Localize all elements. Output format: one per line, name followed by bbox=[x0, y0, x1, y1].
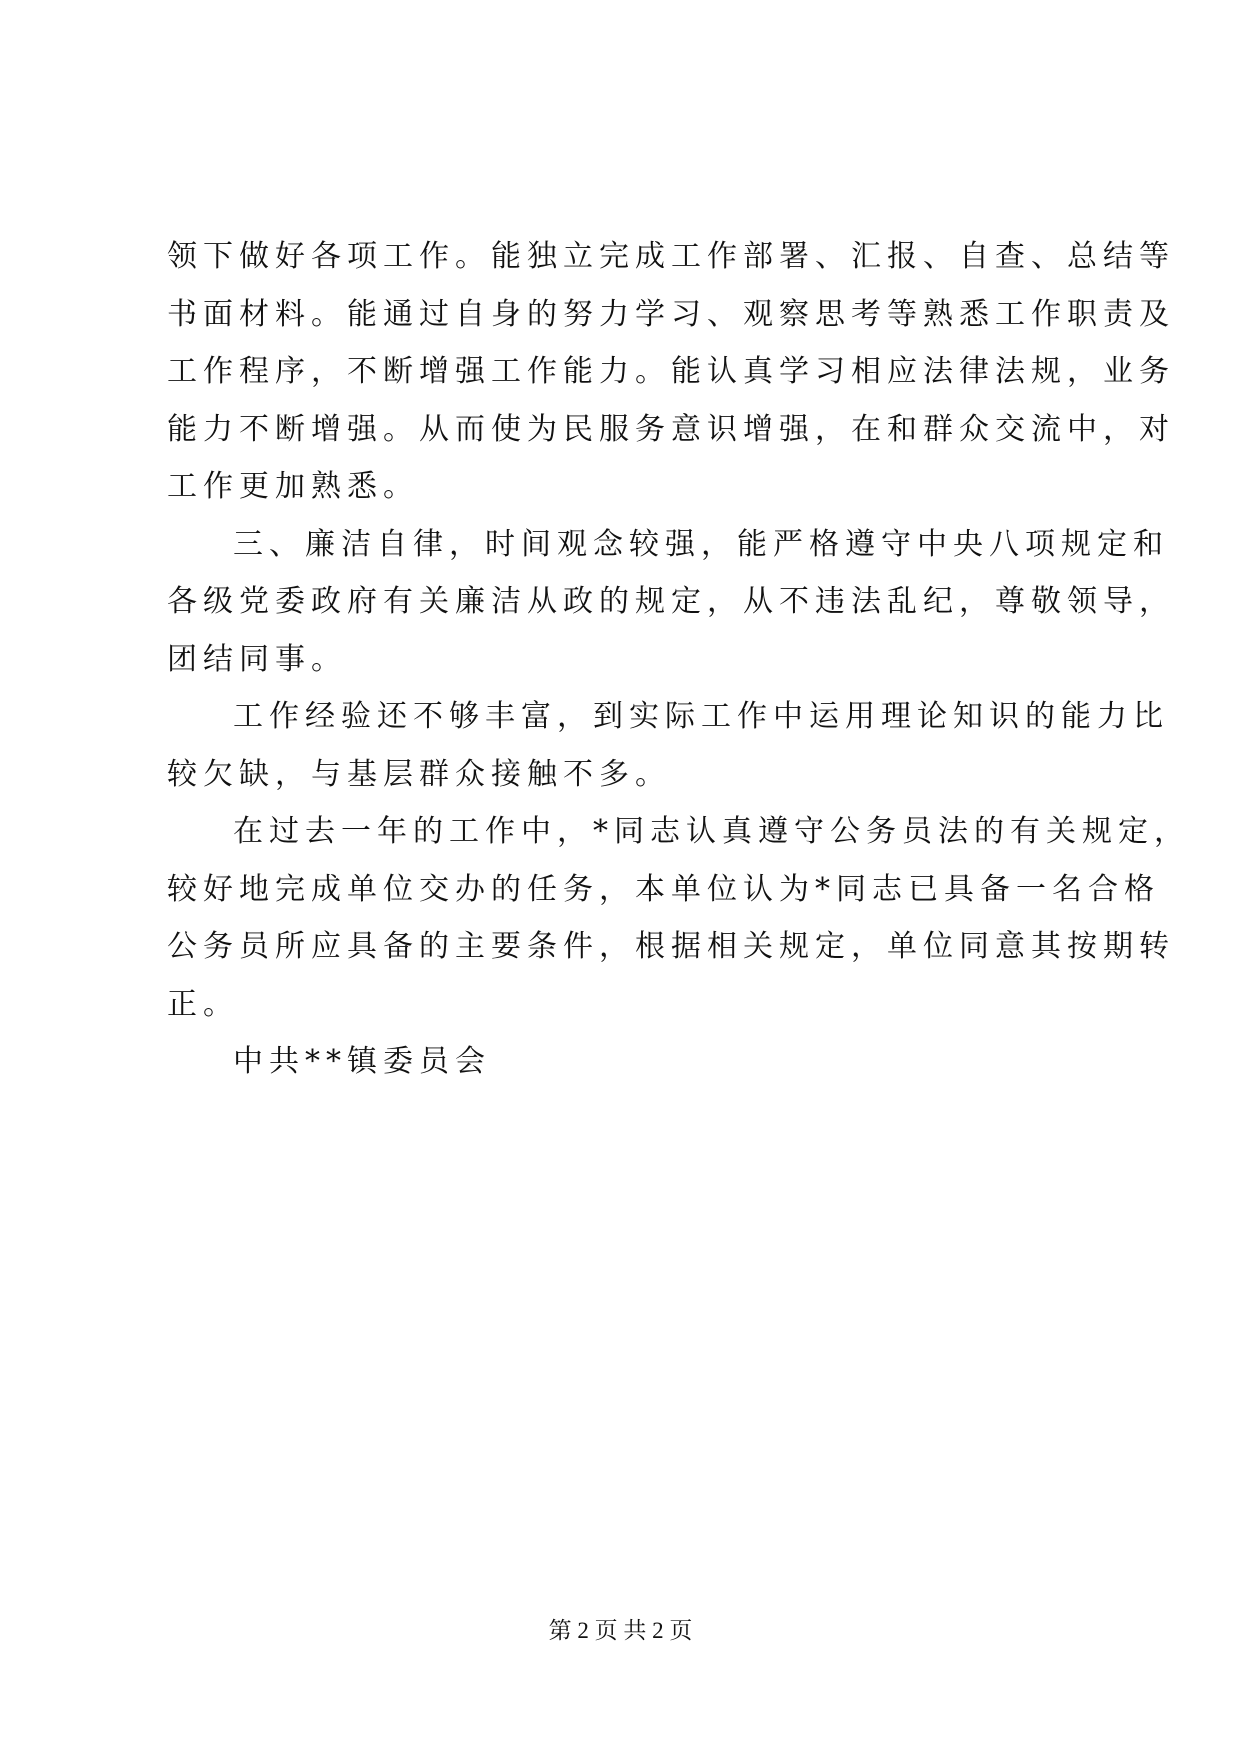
text-line: 工作经验还不够丰富，到实际工作中运用理论知识的能力比 bbox=[233, 699, 1169, 734]
text-line: 公务员所应具备的主要条件，根据相关规定，单位同意其按期转 bbox=[167, 929, 1175, 964]
text-line: 在过去一年的工作中，*同志认真遵守公务员法的有关规定， bbox=[233, 814, 1190, 849]
text-line: 较好地完成单位交办的任务，本单位认为*同志已具备一名合格 bbox=[167, 871, 1160, 907]
text-line: 领下做好各项工作。能独立完成工作部署、汇报、自查、总结等 bbox=[167, 239, 1175, 274]
text-line: 团结同事。 bbox=[167, 641, 347, 677]
text-line: 各级党委政府有关廉洁从政的规定，从不违法乱纪，尊敬领导， bbox=[167, 584, 1175, 619]
page-number: 第 2 页 共 2 页 bbox=[548, 1618, 693, 1643]
text-line: 正。 bbox=[167, 986, 239, 1022]
text-line: 能力不断增强。从而使为民服务意识增强，在和群众交流中，对 bbox=[167, 411, 1175, 447]
text-line: 较欠缺，与基层群众接触不多。 bbox=[167, 756, 671, 792]
document-body bbox=[167, 228, 1190, 1091]
text-line: 工作更加熟悉。 bbox=[167, 469, 419, 504]
signature-line: 中共**镇委员会 bbox=[233, 1044, 491, 1079]
text-line: 三、廉洁自律，时间观念较强，能严格遵守中央八项规定和 bbox=[233, 526, 1169, 562]
text-line: 书面材料。能通过自身的努力学习、观察思考等熟悉工作职责及 bbox=[167, 296, 1175, 332]
text-line: 工作程序，不断增强工作能力。能认真学习相应法律法规，业务 bbox=[167, 354, 1175, 389]
